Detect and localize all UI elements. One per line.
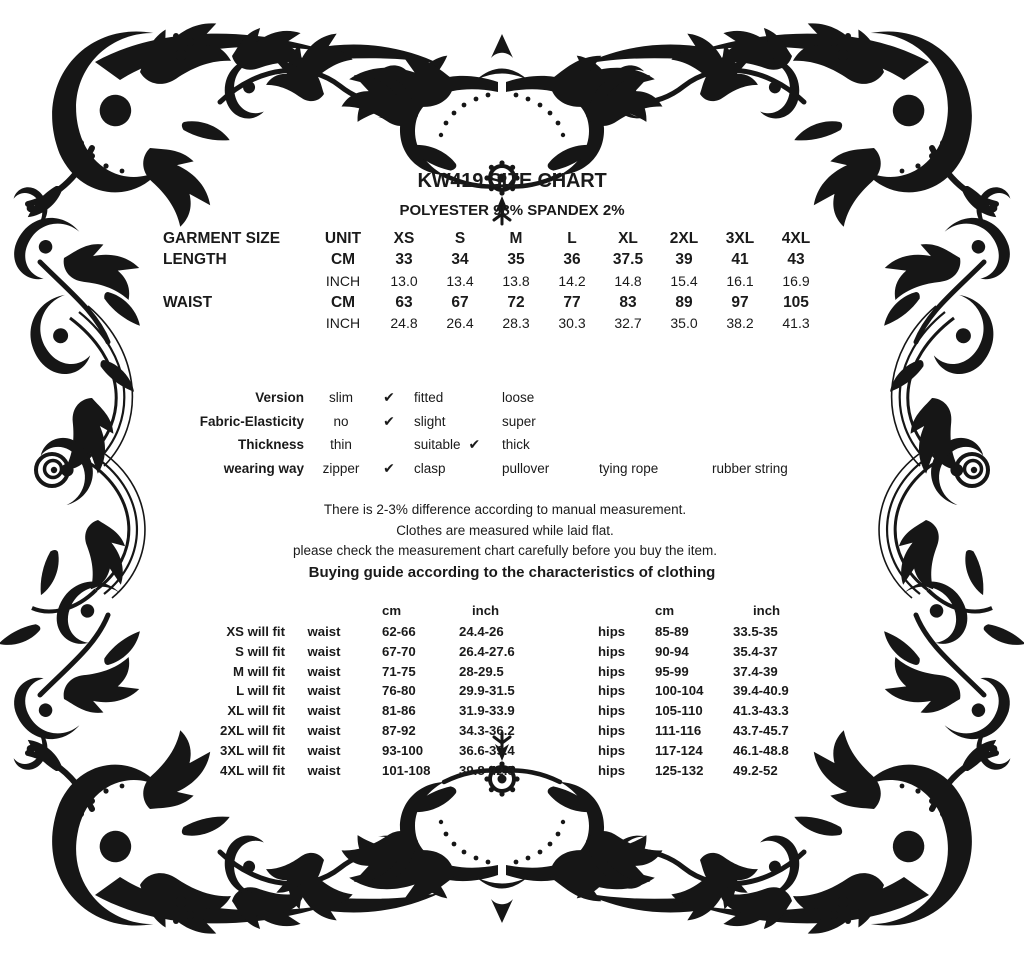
option-label: super	[502, 413, 536, 429]
characteristic-row	[0, 386, 788, 410]
size-value-cell: 26.4	[446, 315, 474, 332]
guide-row	[0, 622, 789, 642]
check-icon: ✔	[383, 459, 395, 476]
size-header-cell: M	[509, 230, 523, 247]
page-title: KW419 SIZE CHART	[417, 170, 607, 192]
guide-part-cell: waist	[307, 722, 341, 738]
characteristic-label: Fabric-Elasticity	[199, 413, 304, 429]
guide-header-inch-label: inch	[472, 603, 500, 618]
option-label: tying rope	[599, 460, 659, 476]
option-label	[591, 410, 704, 434]
unit-cell: CM	[330, 293, 356, 311]
guide-cm-value: 100-104	[655, 683, 704, 699]
option-label: pullover	[502, 460, 550, 476]
guide-inch-value: 49.2-52	[733, 762, 778, 778]
guide-part-cell: waist	[307, 663, 341, 679]
guide-header-inch-label: inch	[753, 603, 781, 618]
size-header-cell: 2XL	[669, 230, 699, 247]
size-value-cell: 24.8	[390, 315, 418, 332]
guide-cm-value: 111-116	[655, 722, 702, 738]
guide-cm-value: 93-100	[382, 742, 424, 758]
measure-label-cell	[163, 313, 310, 334]
size-table-row	[163, 271, 824, 292]
guide-header-inch	[455, 600, 590, 622]
guide-header-cell	[288, 600, 360, 622]
guide-part-cell: hips	[598, 742, 626, 758]
guide-inch-value: 29.9-31.5	[459, 683, 515, 699]
guide-inch-value: 41.3-43.3	[733, 703, 789, 719]
guide-header-cm: cm	[382, 603, 402, 618]
guide-header-row	[0, 600, 789, 622]
guide-cm-value: 85-89	[655, 624, 689, 639]
guide-part-cell: hips	[598, 722, 626, 738]
guide-row	[0, 761, 789, 781]
guide-part-cell: hips	[598, 683, 626, 699]
size-table-row	[163, 292, 824, 313]
note-line: please check the measurement chart carefully before you buy the item.	[293, 543, 717, 559]
guide-part-cell: hips	[598, 703, 626, 719]
guide-inch-value: 24.4-26	[459, 624, 504, 639]
option-label: no	[333, 413, 349, 429]
size-value-cell: 41.3	[782, 315, 810, 332]
characteristic-label: Version	[255, 390, 304, 405]
size-table-header-row	[163, 228, 824, 249]
characteristic-row	[0, 410, 788, 434]
measure-label-cell: LENGTH	[163, 251, 227, 269]
size-value-cell: 41	[731, 251, 749, 269]
fabric-subtitle: POLYESTER 98% SPANDEX 2%	[399, 202, 625, 219]
garment-size-header: GARMENT SIZE	[163, 230, 281, 247]
guide-inch-value: 46.1-48.8	[733, 742, 789, 758]
option-label	[704, 410, 788, 434]
size-value-cell: 35	[507, 251, 525, 269]
guide-size-cell: L will fit	[236, 683, 285, 699]
option-label: loose	[502, 390, 535, 405]
option-label	[704, 386, 788, 410]
size-table-row	[163, 249, 824, 270]
option-label: suitable ✔	[414, 436, 481, 452]
note-line: Clothes are measured while laid flat.	[396, 522, 614, 538]
guide-cm-value: 81-86	[382, 703, 416, 719]
size-value-cell: 83	[619, 293, 637, 311]
option-label: thick	[502, 437, 530, 452]
guide-inch-value: 43.7-45.7	[733, 722, 789, 738]
size-value-cell: 14.2	[558, 272, 586, 289]
characteristic-label: Thickness	[237, 437, 304, 452]
size-value-cell: 43	[787, 251, 805, 269]
characteristic-label: wearing way	[223, 460, 304, 476]
guide-row	[0, 642, 789, 662]
size-value-cell: 72	[507, 293, 525, 311]
guide-cm-value: 76-80	[382, 683, 416, 699]
guide-inch-value: 39.8-42.5	[459, 762, 515, 778]
guide-cm-value: 67-70	[382, 643, 416, 659]
size-value-cell: 28.3	[502, 315, 530, 332]
size-value-cell: 37.5	[612, 251, 644, 269]
option-label: clasp	[414, 460, 446, 476]
option-label: thin	[330, 437, 352, 452]
guide-part-cell: waist	[307, 742, 341, 758]
measurement-notes	[0, 500, 1010, 562]
unit-cell: CM	[330, 251, 356, 269]
guide-cm-value: 87-92	[382, 722, 416, 738]
guide-row	[0, 741, 789, 761]
size-header-cell: L	[567, 230, 577, 247]
check-icon: ✔	[383, 389, 395, 405]
buying-guide-table	[0, 600, 789, 780]
unit-cell: INCH	[325, 272, 361, 289]
guide-part-cell: waist	[307, 683, 341, 699]
buying-guide-title: Buying guide according to the characteristics of clothing	[308, 564, 716, 581]
size-value-cell: 63	[395, 293, 413, 311]
guide-part-cell: waist	[307, 762, 341, 778]
guide-cm-value: 101-108	[382, 762, 431, 778]
size-header-cell: 3XL	[725, 230, 755, 247]
guide-size-cell: M will fit	[232, 663, 285, 679]
guide-part-cell: hips	[598, 663, 626, 679]
guide-row	[0, 721, 789, 741]
size-value-cell: 13.0	[390, 272, 418, 289]
size-value-cell: 16.1	[726, 272, 754, 289]
option-label: zipper	[322, 460, 360, 476]
size-value-cell: 15.4	[670, 272, 698, 289]
guide-cm-value: 90-94	[655, 643, 689, 659]
guide-inch-value: 36.6-39.4	[459, 742, 515, 758]
note-line: There is 2-3% difference according to manual measurement.	[323, 502, 687, 517]
size-value-cell: 32.7	[614, 315, 642, 332]
guide-cm-value: 117-124	[655, 742, 703, 758]
size-header-cell: XL	[618, 230, 638, 247]
guide-inch-value: 33.5-35	[733, 624, 778, 639]
guide-inch-value: 35.4-37	[733, 643, 778, 659]
guide-header-cm: cm	[655, 603, 675, 618]
size-table-row	[163, 313, 824, 334]
guide-inch-value: 31.9-33.9	[459, 703, 515, 719]
guide-size-cell: 4XL will fit	[220, 762, 285, 778]
option-label: fitted	[414, 390, 444, 405]
guide-cm-value: 62-66	[382, 624, 416, 639]
measure-label-cell	[163, 271, 310, 292]
guide-part-cell: waist	[307, 643, 341, 659]
guide-cm-value: 95-99	[655, 663, 689, 679]
measure-label-cell: WAIST	[163, 293, 213, 311]
guide-part-cell: hips	[598, 762, 626, 778]
size-value-cell: 34	[451, 251, 469, 269]
option-label	[591, 386, 704, 410]
size-value-cell: 38.2	[726, 315, 754, 332]
guide-size-cell: XL will fit	[227, 703, 285, 719]
size-value-cell: 13.8	[502, 272, 530, 289]
option-label	[704, 433, 788, 457]
size-header-cell: 4XL	[781, 230, 811, 247]
guide-size-cell: XS will fit	[226, 624, 285, 639]
guide-inch-value: 39.4-40.9	[733, 683, 789, 699]
check-slot	[372, 433, 406, 457]
guide-inch-value: 37.4-39	[733, 663, 778, 679]
unit-cell: INCH	[325, 315, 361, 332]
size-value-cell: 35.0	[670, 315, 698, 332]
guide-cm-value: 71-75	[382, 663, 416, 679]
guide-row	[0, 681, 789, 701]
characteristic-row	[0, 457, 788, 481]
guide-part-cell: waist	[307, 703, 341, 719]
characteristic-row	[0, 433, 788, 457]
option-label	[591, 433, 704, 457]
guide-inch-value: 28-29.5	[459, 663, 504, 679]
size-value-cell: 39	[675, 251, 693, 269]
guide-header-cell	[0, 600, 288, 622]
guide-header-cell	[590, 600, 640, 622]
size-value-cell: 30.3	[558, 315, 586, 332]
size-chart-table	[163, 228, 824, 334]
check-icon: ✔	[468, 436, 481, 452]
size-value-cell: 67	[451, 293, 469, 311]
size-header-cell: XS	[393, 230, 415, 247]
size-value-cell: 13.4	[446, 272, 474, 289]
size-value-cell: 77	[563, 293, 581, 311]
guide-size-cell: 3XL will fit	[220, 742, 285, 758]
check-icon: ✔	[383, 412, 395, 429]
guide-part-cell: hips	[598, 643, 626, 659]
guide-inch-value: 34.3-36.2	[459, 722, 515, 738]
option-label: slight	[414, 413, 446, 429]
guide-cm-value: 125-132	[655, 762, 704, 778]
guide-part-cell: hips	[598, 624, 626, 639]
guide-part-cell: waist	[307, 624, 341, 639]
guide-size-cell: S will fit	[235, 643, 285, 659]
size-value-cell: 33	[395, 251, 413, 269]
guide-header-inch	[730, 600, 789, 622]
characteristics-table	[0, 386, 788, 480]
size-value-cell: 16.9	[782, 272, 810, 289]
option-label: rubber string	[712, 460, 788, 476]
guide-cm-value: 105-110	[655, 703, 703, 719]
size-value-cell: 97	[731, 293, 749, 311]
size-value-cell: 105	[783, 293, 809, 311]
size-value-cell: 36	[563, 251, 581, 269]
guide-size-cell: 2XL will fit	[220, 722, 285, 738]
size-value-cell: 89	[675, 293, 693, 311]
option-label: slim	[329, 390, 353, 405]
size-value-cell: 14.8	[614, 272, 642, 289]
guide-inch-value: 26.4-27.6	[459, 643, 515, 659]
size-header-cell: S	[454, 230, 466, 247]
unit-header: UNIT	[324, 230, 362, 247]
guide-row	[0, 701, 789, 721]
guide-row	[0, 662, 789, 682]
